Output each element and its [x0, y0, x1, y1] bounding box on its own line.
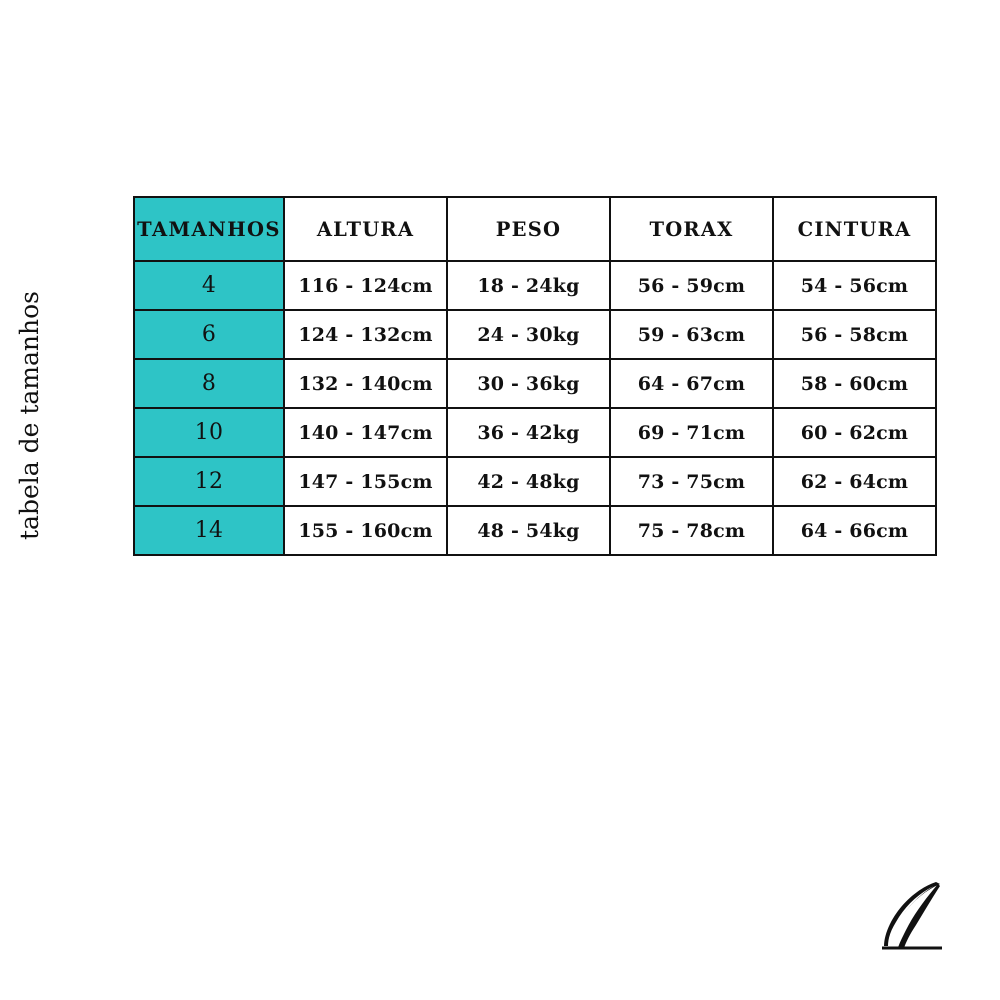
cell-torax: 69 - 71cm [610, 408, 773, 457]
cell-altura: 140 - 147cm [284, 408, 447, 457]
cell-torax: 75 - 78cm [610, 506, 773, 555]
table-row [134, 506, 936, 555]
cell-peso: 18 - 24kg [447, 261, 610, 310]
cell-torax: 59 - 63cm [610, 310, 773, 359]
table-row [134, 261, 936, 310]
cell-altura: 155 - 160cm [284, 506, 447, 555]
table-row [134, 310, 936, 359]
table-row [134, 408, 936, 457]
cell-cintura: 56 - 58cm [773, 310, 936, 359]
column-header-cintura: CINTURA [773, 197, 936, 261]
cell-cintura: 60 - 62cm [773, 408, 936, 457]
cell-peso: 36 - 42kg [447, 408, 610, 457]
cell-size: 4 [134, 261, 284, 310]
cell-torax: 73 - 75cm [610, 457, 773, 506]
table-row [134, 359, 936, 408]
cell-cintura: 62 - 64cm [773, 457, 936, 506]
column-header-tamanhos: TAMANHOS [134, 197, 284, 261]
cell-altura: 116 - 124cm [284, 261, 447, 310]
column-header-peso: PESO [447, 197, 610, 261]
cell-size: 6 [134, 310, 284, 359]
cell-altura: 124 - 132cm [284, 310, 447, 359]
table-row [134, 457, 936, 506]
cell-peso: 48 - 54kg [447, 506, 610, 555]
cell-peso: 30 - 36kg [447, 359, 610, 408]
column-header-torax: TORAX [610, 197, 773, 261]
table-header-row [134, 197, 936, 261]
size-chart-table [133, 196, 937, 556]
cell-cintura: 58 - 60cm [773, 359, 936, 408]
cell-size: 8 [134, 359, 284, 408]
cell-size: 10 [134, 408, 284, 457]
feather-logo-icon [874, 878, 948, 952]
cell-size: 12 [134, 457, 284, 506]
cell-cintura: 54 - 56cm [773, 261, 936, 310]
cell-cintura: 64 - 66cm [773, 506, 936, 555]
cell-torax: 64 - 67cm [610, 359, 773, 408]
column-header-altura: ALTURA [284, 197, 447, 261]
vertical-caption-label: tabela de tamanhos [15, 291, 44, 540]
cell-peso: 42 - 48kg [447, 457, 610, 506]
cell-peso: 24 - 30kg [447, 310, 610, 359]
cell-altura: 147 - 155cm [284, 457, 447, 506]
cell-altura: 132 - 140cm [284, 359, 447, 408]
cell-torax: 56 - 59cm [610, 261, 773, 310]
cell-size: 14 [134, 506, 284, 555]
vertical-caption [15, 190, 84, 540]
